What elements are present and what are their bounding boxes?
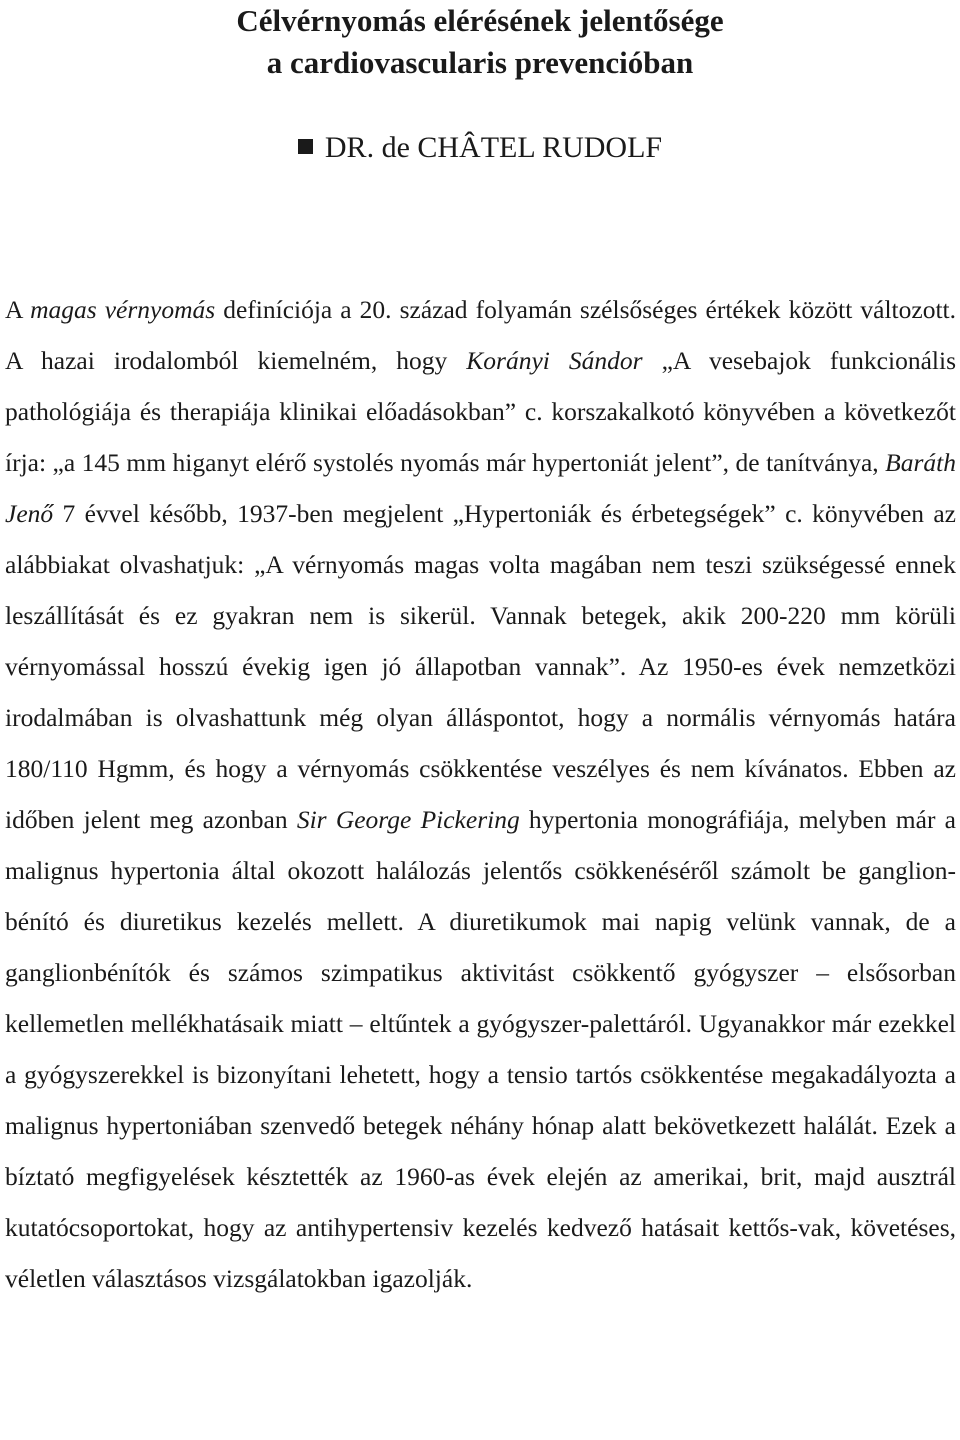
article-title-line-2: a cardiovascularis prevencióban xyxy=(266,45,694,80)
text-segment: „A vesebajok funkcionális pathológiája és therapiája klinikai előadásokban” c. korszakalkotó könyvében a következőt írja: „a 145 mm higanyt elérő systolés nyomás már hypertoniát jelent”, de tanítványa, xyxy=(5,346,956,477)
italic-person-name: Sir George Pickering xyxy=(296,805,520,834)
italic-term: magas vérnyomás xyxy=(30,295,216,324)
article-title-line-1: Célvérnyomás elérésének jelentősége xyxy=(236,3,724,38)
author-name: DR. de CHÂTEL RUDOLF xyxy=(324,131,663,164)
square-bullet-icon xyxy=(298,139,313,154)
text-segment: A xyxy=(5,295,31,324)
text-segment: hypertonia monográfiája, melyben már a malignus hypertonia által okozott halálozás jelentős csökkenéséről számolt be ganglion-bénító és diuretikus kezelés mellett. A diuretikumok mai napig velünk vannak, de a ganglionbénítók és számos szimpatikus aktivitást csökkentő gyógyszer – elsősorban kellemetlen mellékhatásaik miatt – eltűntek a gyógyszer-palettáról. Ugyanakkor már ezekkel a gyógyszerekkel is bizonyítani lehetett, hogy a tensio tartós csökkentése megakadályozta a malignus hypertoniában szenvedő betegek néhány hónap alatt bekövetkezett halálát. Ezek a bíztató megfigyelések késztették az 1960-as évek elején az amerikai, brit, majd ausztrál kutatócsoportokat, hogy az antihypertensiv kezelés kedvező hatásait kettős-vak, követéses, véletlen választásos vizsgálatokban igazolják. xyxy=(5,805,956,1293)
text-segment: 7 évvel később, 1937-ben megjelent „Hypertoniák és érbetegségek” c. könyvében az alábbiakat olvashatjuk: „A vérnyomás magas volta magában nem teszi szükségessé ennek leszállítását és ez gyakran nem is sikerül. Vannak betegek, akik 200-220 mm körüli vérnyomással hosszú évekig igen jó állapotban vannak”. Az 1950-es évek nemzetközi irodalmában is olvashattunk még olyan álláspontot, hogy a normális vérnyomás határa 180/110 Hgmm, és hogy a vérnyomás csökkentése veszélyes és nem kívánatos. Ebben az időben jelent meg azonban xyxy=(5,499,956,834)
body-paragraph xyxy=(5,284,956,1304)
article-title xyxy=(0,0,960,84)
italic-person-name: Korányi Sándor xyxy=(466,346,643,375)
author-line xyxy=(0,128,960,168)
text-segment: definíciója a 20. század folyamán szélsőséges értékek között változott. A hazai irodalomból kiemelném, hogy xyxy=(5,295,956,375)
italic-person-name: Baráth Jenő xyxy=(5,448,956,528)
